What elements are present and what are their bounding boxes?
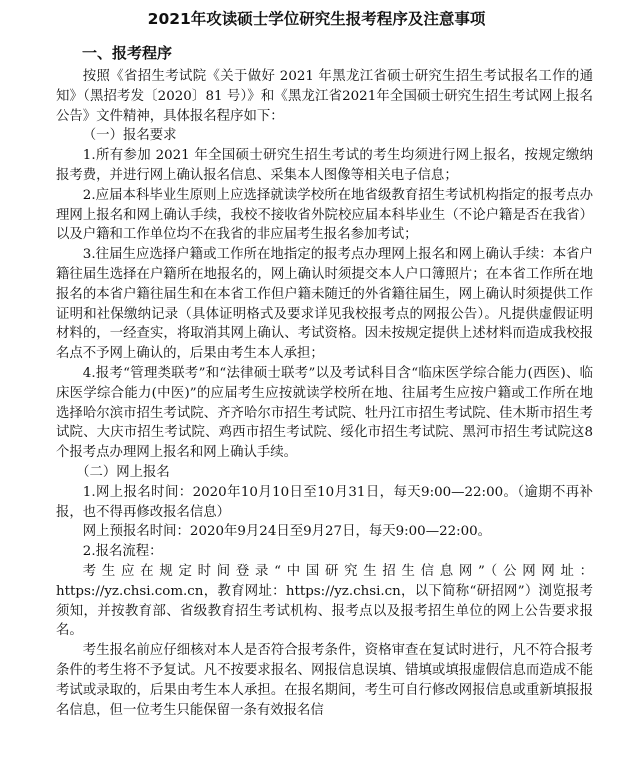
paragraph-registration-website: 考生应在规定时间登录“中国研究生招生信息网”（公网网址：https://yz.chsi.com.cn，教育网址：https://yz.chsi.cn，以下简称“研招网”）浏览报考须知，并按教育部、省级教育招生考试机构、报考点以及报考招生单位的网上公告要求报名。 [56, 563, 593, 639]
paragraph-requirement-4: 4.报考“管理类联考”和“法律硕士联考”以及考试科目含“临床医学综合能力(西医)、临床医学综合能力(中医)”的应届考生应按就读学校所在地、往届考生应按户籍或工作所在地选择哈尔滨市招生考试院、齐齐哈尔市招生考试院、牡丹江市招生考试院、佳木斯市招生考试院、大庆市招生考试院、鸡西市招生考试院、绥化市招生考试院、黑河市招生考试院这8个报考点办理网上报名和网上确认手续。 [56, 365, 593, 461]
paragraph-requirement-2: 2.应届本科毕业生原则上应选择就读学校所在地省级教育招生考试机构指定的报考点办理网上报名和网上确认手续，我校不接收省外院校应届本科毕业生（不论户籍是否在我省）以及户籍和工作单位均不在我省的非应届考生报名参加考试； [56, 187, 593, 243]
document-title: 2021年攻读硕士学位研究生报考程序及注意事项 [147, 10, 486, 28]
section-heading-registration-procedure: 一、报考程序 [82, 44, 173, 62]
paragraph-requirement-3: 3.往届生应选择户籍或工作所在地指定的报考点办理网上报名和网上确认手续：本省户籍往届生选择在户籍所在地报名的，网上确认时须提交本人户口簿照片；在本省工作所在地报名的本省户籍往届生和在本省工作但户籍未随迁的外省籍往届生，网上确认时须提供工作证明和社保缴纳记录（具体证明格式及要求详见我校报考点的网报公告）。凡提供虚假证明材料的，一经查实，将取消其网上确认、考试资格。因未按规定提供上述材料而造成我校报名点不予网上确认的，后果由考生本人承担； [56, 247, 593, 362]
subheading-online-registration: （二）网上报名 [76, 464, 170, 480]
paragraph-pre-registration-time: 网上预报名时间：2020年9月24日至9月27日，每天9:00—22:00。 [82, 524, 492, 540]
intro-paragraph: 按照《省招生考试院《关于做好 2021 年黑龙江省硕士研究生招生考试报名工作的通知》（黑招考发〔2020〕81 号）》和《黑龙江省2021年全国硕士研究生招生考试网上报名公告》文件精神，具体报名程序如下： [56, 69, 593, 124]
paragraph-requirement-1: 1.所有参加 2021 年全国硕士研究生招生考试的考生均须进行网上报名，按规定缴纳报考费，并进行网上确认报名信息、采集本人图像等相关电子信息； [56, 148, 593, 183]
paragraph-registration-time: 1.网上报名时间：2020年10月10日至10月31日，每天9:00—22:00。（逾期不再补报，也不得再修改报名信息） [56, 484, 593, 520]
subheading-requirements: （一）报名要求 [82, 128, 177, 144]
paragraph-registration-process-heading: 2.报名流程： [82, 544, 163, 560]
paragraph-eligibility-check: 考生报名前应仔细核对本人是否符合报考条件，资格审查在复试时进行，凡不符合报考条件的考生将不予复试。凡不按要求报名、网报信息误填、错填或填报虚假信息而造成不能考试或录取的，后果由考生本人承担。在报名期间，考生可自行修改网报信息或重新填报报名信息，但一位考生只能保留一条有效报名信 [56, 643, 593, 718]
